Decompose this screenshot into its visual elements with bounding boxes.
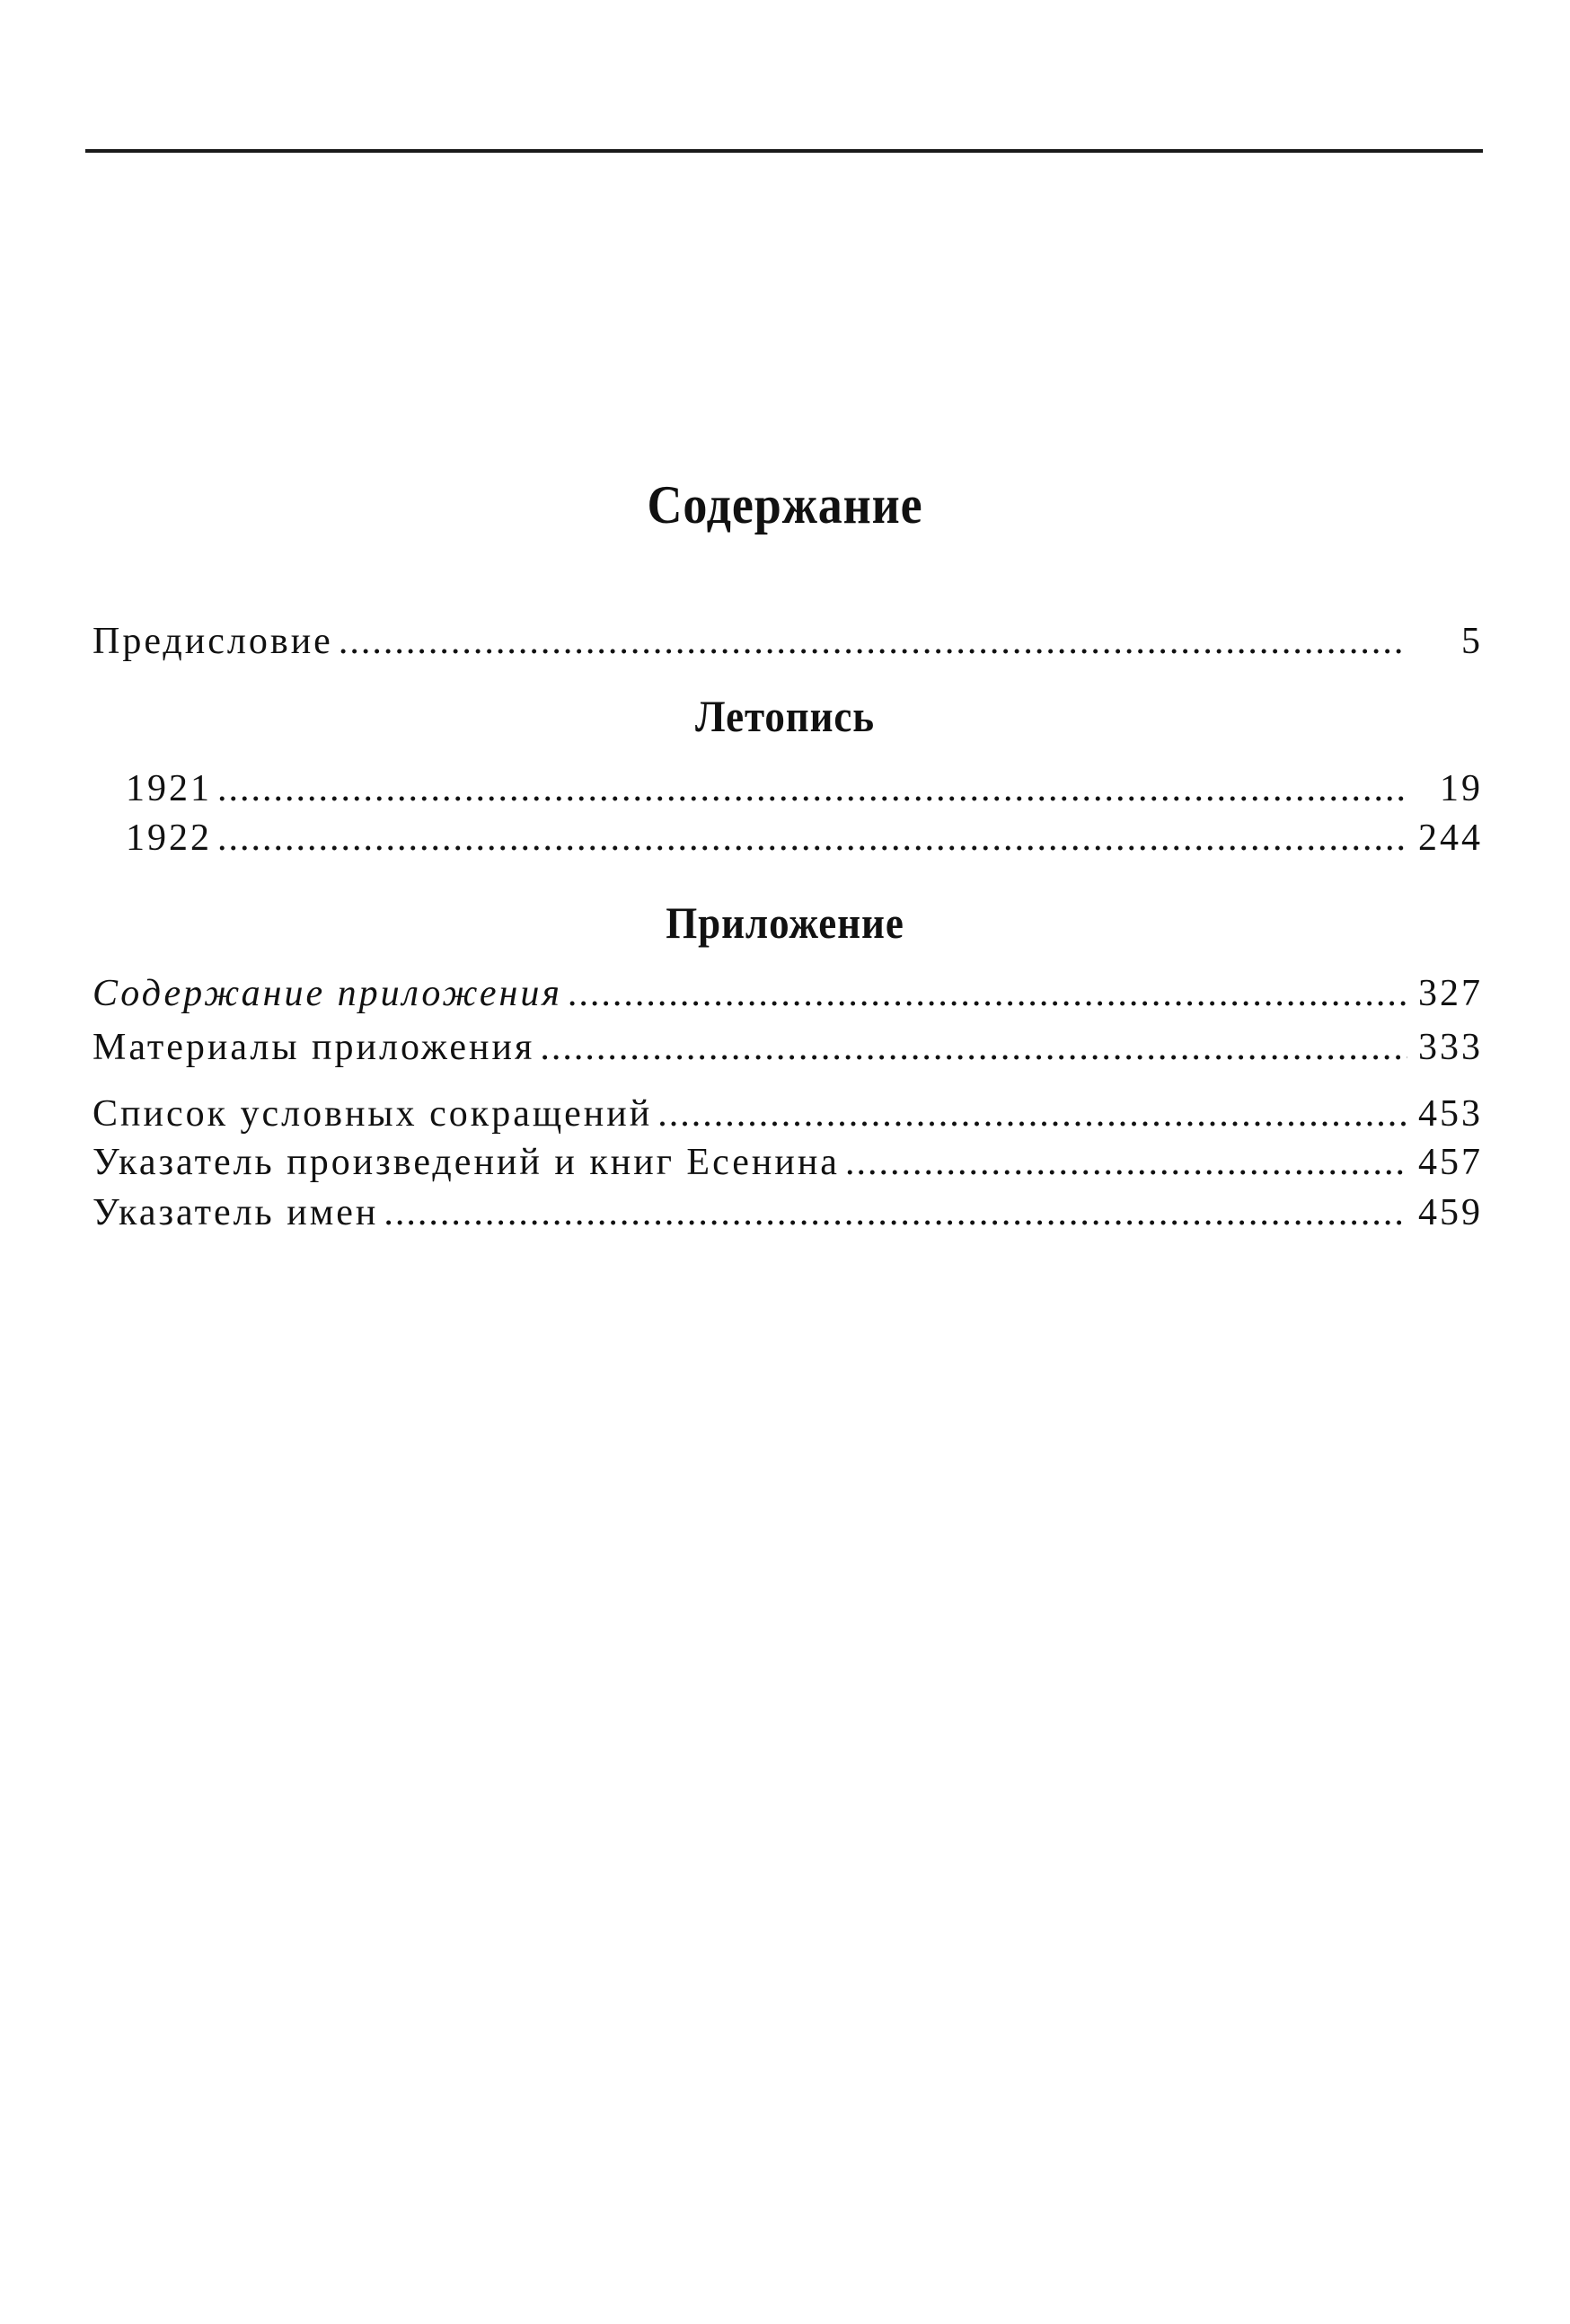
dot-leader [845,1139,1407,1186]
toc-entry-page: 19 [1440,768,1483,809]
toc-entry-appendix-contents[interactable] [93,970,1483,1017]
dot-leader [217,765,1407,812]
toc-entry-page: 459 [1418,1192,1483,1233]
toc-entry-label: 1922 [126,817,212,859]
dot-leader [657,1091,1407,1137]
toc-entry-page: 5 [1461,621,1483,662]
dot-leader [540,1024,1407,1071]
dot-leader [217,815,1407,862]
toc-entry-page: 244 [1418,817,1483,859]
toc-entry-label: 1921 [126,768,212,809]
toc-entry-preface[interactable] [93,618,1483,665]
toc-entry-page: 333 [1418,1027,1483,1068]
toc-entry-page: 453 [1418,1093,1483,1135]
toc-entry-page: 457 [1418,1142,1483,1183]
toc-entry-works-index[interactable] [93,1139,1483,1186]
toc-entry-label: Список условных сокращений [93,1093,653,1135]
toc-entry-names-index[interactable] [93,1189,1483,1236]
toc-entry-label: Указатель произведений и книг Есенина [93,1142,840,1183]
toc-entry-abbreviations[interactable] [93,1091,1483,1137]
toc-entry-label: Предисловие [93,621,333,662]
section-heading-appendix: Приложение [666,897,904,948]
dot-leader [568,970,1407,1017]
toc-entry-1922[interactable] [126,815,1483,862]
toc-entry-label: Содержание приложения [93,973,562,1014]
toc-entry-label: Материалы приложения [93,1027,535,1068]
toc-entry-1921[interactable] [126,765,1483,812]
dot-leader [339,618,1407,665]
page-title: Содержание [647,475,923,535]
toc-entry-page: 327 [1418,973,1483,1014]
header-rule [85,149,1483,153]
section-heading-chronicle: Летопись [694,691,876,741]
toc-entry-appendix-materials[interactable] [93,1024,1483,1071]
dot-leader [384,1189,1407,1236]
toc-entry-label: Указатель имен [93,1192,379,1233]
